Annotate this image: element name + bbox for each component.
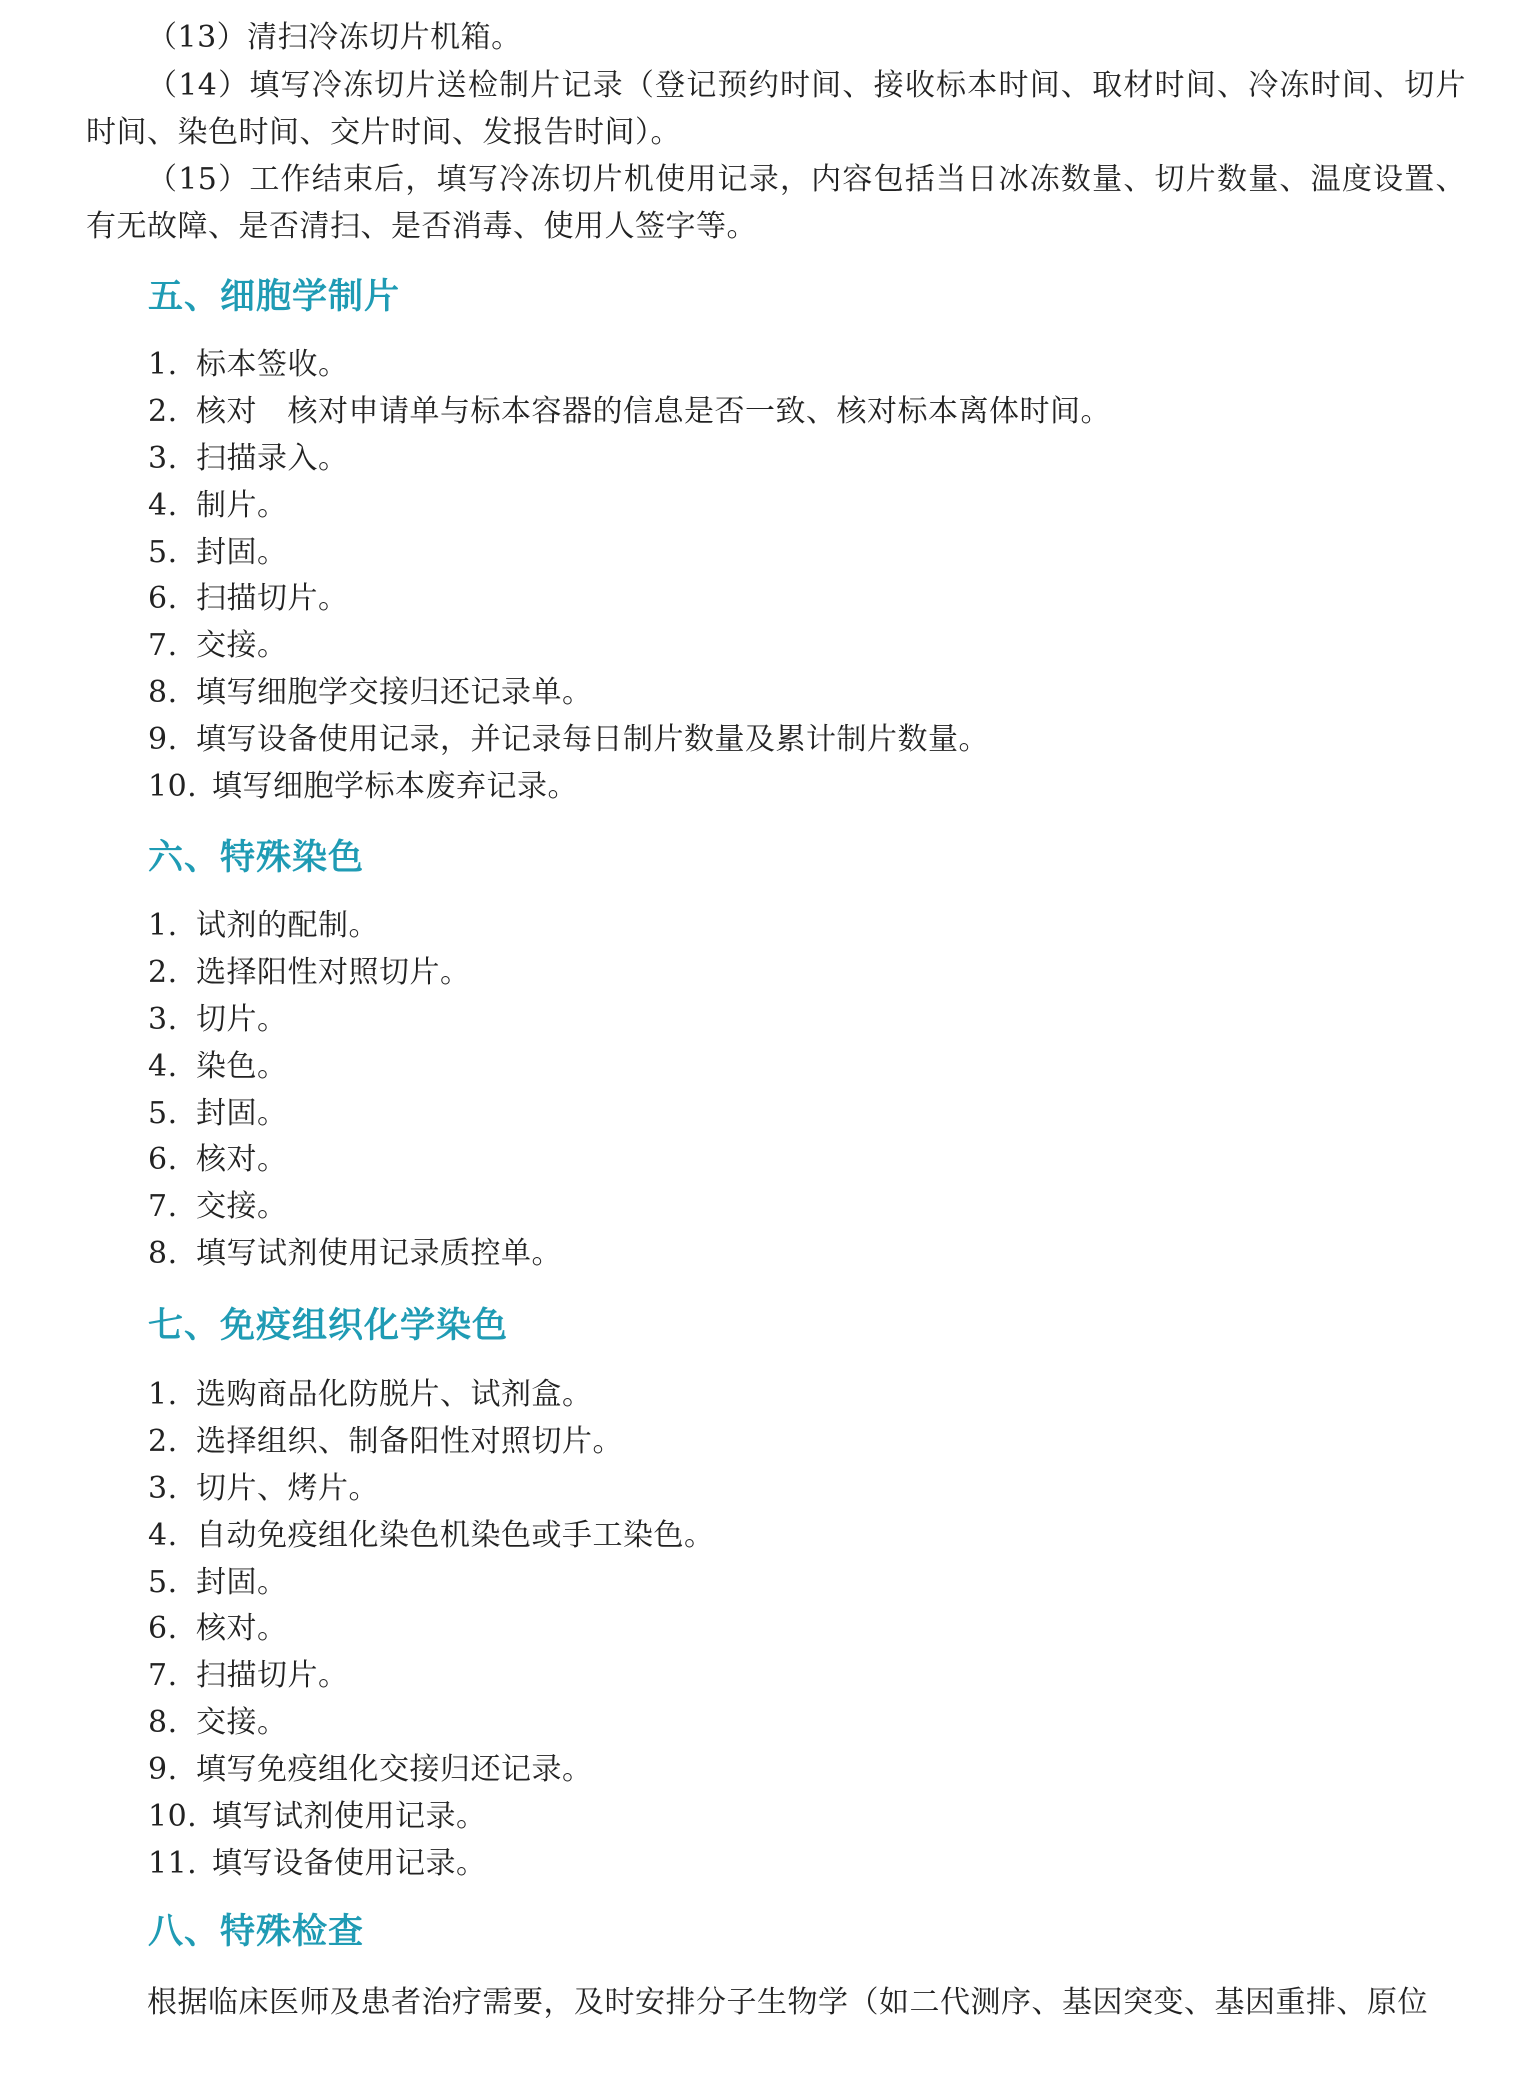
list-item: 7. 交接。	[148, 1189, 288, 1225]
section-heading-cytology: 五、细胞学制片	[148, 277, 401, 317]
list-item: 6. 核对。	[148, 1611, 288, 1647]
list-item: 7. 交接。	[148, 628, 288, 664]
paragraph-item-15: （15）工作结束后，填写冷冻切片机使用记录，内容包括当日冰冻数量、切片数量、温度设置、有无故障、是否清扫、是否消毒、使用人签字等。	[86, 162, 1466, 244]
list-item: 9. 填写设备使用记录，并记录每日制片数量及累计制片数量。	[148, 722, 989, 758]
list-item: 6. 扫描切片。	[148, 581, 349, 617]
list-item: 5. 封固。	[148, 534, 288, 570]
list-item: 9. 填写免疫组化交接归还记录。	[148, 1752, 593, 1788]
list-item: 2. 选择组织、制备阳性对照切片。	[148, 1423, 623, 1459]
section-heading-ihc: 七、免疫组织化学染色	[148, 1306, 509, 1346]
list-item: 8. 填写试剂使用记录质控单。	[148, 1236, 562, 1272]
list-item: 1. 标本签收。	[148, 347, 349, 382]
list-item: 3. 扫描录入。	[148, 440, 349, 476]
list-item: 5. 封固。	[148, 1095, 288, 1131]
list-item: 4. 染色。	[148, 1048, 288, 1084]
list-item: 4. 自动免疫组化染色机染色或手工染色。	[148, 1517, 715, 1553]
list-item: 2. 选择阳性对照切片。	[148, 954, 471, 990]
paragraph-special-exam: 根据临床医师及患者治疗需要，及时安排分子生物学（如二代测序、基因突变、基因重排、原位	[147, 1985, 1428, 2020]
paragraph-item-14: （14）填写冷冻切片送检制片记录（登记预约时间、接收标本时间、取材时间、冷冻时间、切片时间、染色时间、交片时间、发报告时间）。	[86, 68, 1466, 150]
list-cytology	[148, 342, 1468, 811]
list-item: 8. 填写细胞学交接归还记录单。	[148, 675, 593, 711]
list-ihc	[148, 1372, 1468, 1888]
section-heading-special-exam: 八、特殊检查	[148, 1912, 365, 1952]
list-item: 4. 制片。	[148, 487, 288, 523]
list-item: 1. 选购商品化防脱片、试剂盒。	[148, 1377, 593, 1412]
list-item: 2. 核对 核对申请单与标本容器的信息是否一致、核对标本离体时间。	[148, 393, 1111, 429]
list-item: 10. 填写细胞学标本废弃记录。	[148, 769, 578, 805]
list-item: 10. 填写试剂使用记录。	[148, 1799, 487, 1835]
list-item: 3. 切片。	[148, 1001, 288, 1037]
list-item: 5. 封固。	[148, 1564, 288, 1600]
list-special-stain	[148, 903, 1468, 1278]
list-item: 8. 交接。	[148, 1705, 288, 1741]
list-item: 11. 填写设备使用记录。	[148, 1845, 487, 1881]
list-item: 1. 试剂的配制。	[148, 908, 379, 943]
list-item: 3. 切片、烤片。	[148, 1470, 379, 1506]
paragraph-item-13: （13）清扫冷冻切片机箱。	[147, 20, 522, 55]
section-heading-special-stain: 六、特殊染色	[148, 838, 365, 878]
list-item: 6. 核对。	[148, 1142, 288, 1178]
list-item: 7. 扫描切片。	[148, 1658, 349, 1694]
